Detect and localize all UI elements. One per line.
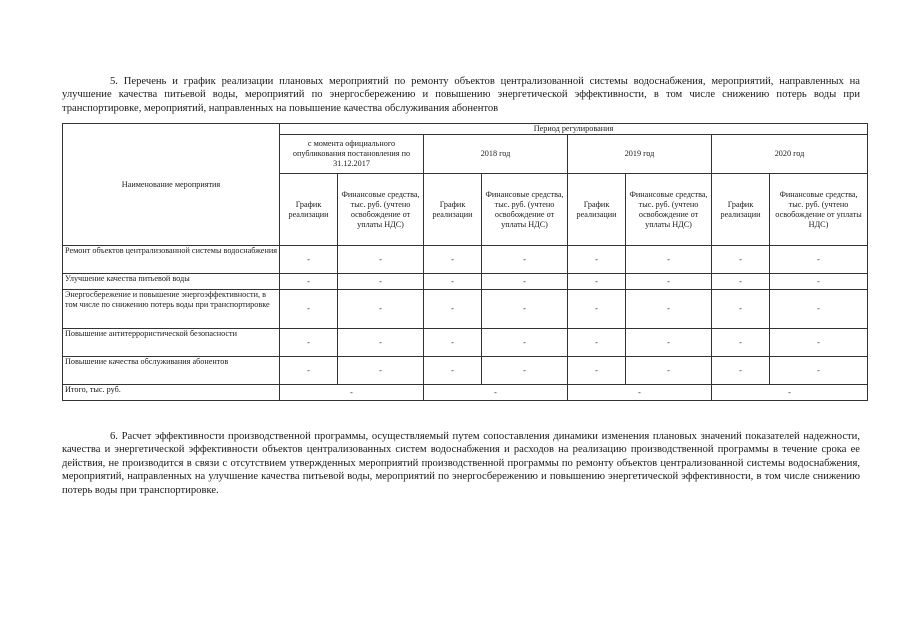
table-cell: - [338, 246, 424, 274]
row-label: Улучшение качества питьевой воды [63, 274, 280, 290]
section-5-paragraph: 5. Перечень и график реализации плановых мероприятий по ремонту объектов централизованной системы водоснабжения, мероприятий, направленных на улучшение качества питьевой воды, мероприятий по энергосбережению и повышению энергетической эффективности, в том числе снижению потерь воды при транспортировке, мероприятий, направленных на повышение качества обслуживания абонентов [62, 75, 860, 114]
subheader-schedule: График реализации [424, 174, 482, 246]
table-row [63, 329, 868, 357]
table-cell: - [626, 274, 712, 290]
total-cell: - [280, 385, 424, 401]
table-cell: - [280, 290, 338, 329]
table-cell: - [280, 329, 338, 357]
table-cell: - [338, 329, 424, 357]
table-cell: - [482, 274, 568, 290]
table-cell: - [338, 357, 424, 385]
table-cell: - [424, 329, 482, 357]
total-row [63, 385, 868, 401]
table-cell: - [482, 246, 568, 274]
table-cell: - [712, 329, 770, 357]
header-row-period [63, 124, 868, 135]
period-header-2019: 2019 год [568, 135, 712, 174]
subheader-funds: Финансовые средства, тыс. руб. (учтено освобождение от уплаты НДС) [338, 174, 424, 246]
table-cell: - [626, 290, 712, 329]
table-row [63, 246, 868, 274]
table-cell: - [424, 246, 482, 274]
table-cell: - [712, 357, 770, 385]
table-cell: - [770, 357, 868, 385]
table-row [63, 274, 868, 290]
table-cell: - [424, 357, 482, 385]
table-cell: - [424, 290, 482, 329]
total-cell: - [424, 385, 568, 401]
subheader-funds: Финансовые средства, тыс. руб. (учтено освобождение от уплаты НДС) [626, 174, 712, 246]
table-cell: - [626, 246, 712, 274]
table-cell: - [568, 357, 626, 385]
subheader-schedule: График реализации [280, 174, 338, 246]
table-cell: - [712, 246, 770, 274]
table-cell: - [338, 274, 424, 290]
table-cell: - [482, 329, 568, 357]
table-cell: - [280, 357, 338, 385]
table-cell: - [626, 329, 712, 357]
table-cell: - [770, 274, 868, 290]
section-6-paragraph: 6. Расчет эффективности производственной программы, осуществляемый путем сопоставления динамики изменения плановых значений показателей надежности, качества и энергетической эффективности объектов централизованных систем водоснабжения и расходов на реализацию производственной программы в течение срока ее действия, не производится в связи с отсутствием утвержденных мероприятий производственной программы по ремонту объектов централизованной системы водоснабжения, мероприятий, направленных на улучшение качества питьевой воды, мероприятий по энергосбережению и повышению энергетической эффективности, в том числе снижению потерь воды при транспортировке. [62, 430, 860, 496]
table-cell: - [712, 290, 770, 329]
row-label: Повышение антитеррористической безопасности [63, 329, 280, 357]
period-header-2018: 2018 год [424, 135, 568, 174]
row-label: Энергосбережение и повышение энергоэффективности, в том числе по снижению потерь воды при транспортировке [63, 290, 280, 329]
table-cell: - [568, 274, 626, 290]
total-cell: - [568, 385, 712, 401]
subheader-schedule: График реализации [712, 174, 770, 246]
table-cell: - [712, 274, 770, 290]
subheader-funds: Финансовые средства, тыс. руб. (учтено освобождение от уплаты НДС) [770, 174, 868, 246]
row-label: Повышение качества обслуживания абонентов [63, 357, 280, 385]
table-cell: - [482, 357, 568, 385]
period-header: Период регулирования [280, 124, 868, 135]
table-cell: - [568, 246, 626, 274]
table-row [63, 290, 868, 329]
table-row [63, 357, 868, 385]
table-cell: - [568, 329, 626, 357]
period-header-2017: с момента официального опубликования постановления по 31.12.2017 [280, 135, 424, 174]
table-cell: - [338, 290, 424, 329]
row-label: Ремонт объектов централизованной системы водоснабжения [63, 246, 280, 274]
table-cell: - [482, 290, 568, 329]
column-header-name: Наименование мероприятия [63, 124, 280, 246]
total-cell: - [712, 385, 868, 401]
table-cell: - [770, 246, 868, 274]
table-cell: - [770, 329, 868, 357]
table-cell: - [770, 290, 868, 329]
table-cell: - [626, 357, 712, 385]
table-cell: - [568, 290, 626, 329]
production-program-table [62, 123, 868, 401]
total-label: Итого, тыс. руб. [63, 385, 280, 401]
table-cell: - [280, 274, 338, 290]
subheader-funds: Финансовые средства, тыс. руб. (учтено освобождение от уплаты НДС) [482, 174, 568, 246]
period-header-2020: 2020 год [712, 135, 868, 174]
subheader-schedule: График реализации [568, 174, 626, 246]
table-cell: - [424, 274, 482, 290]
table-cell: - [280, 246, 338, 274]
